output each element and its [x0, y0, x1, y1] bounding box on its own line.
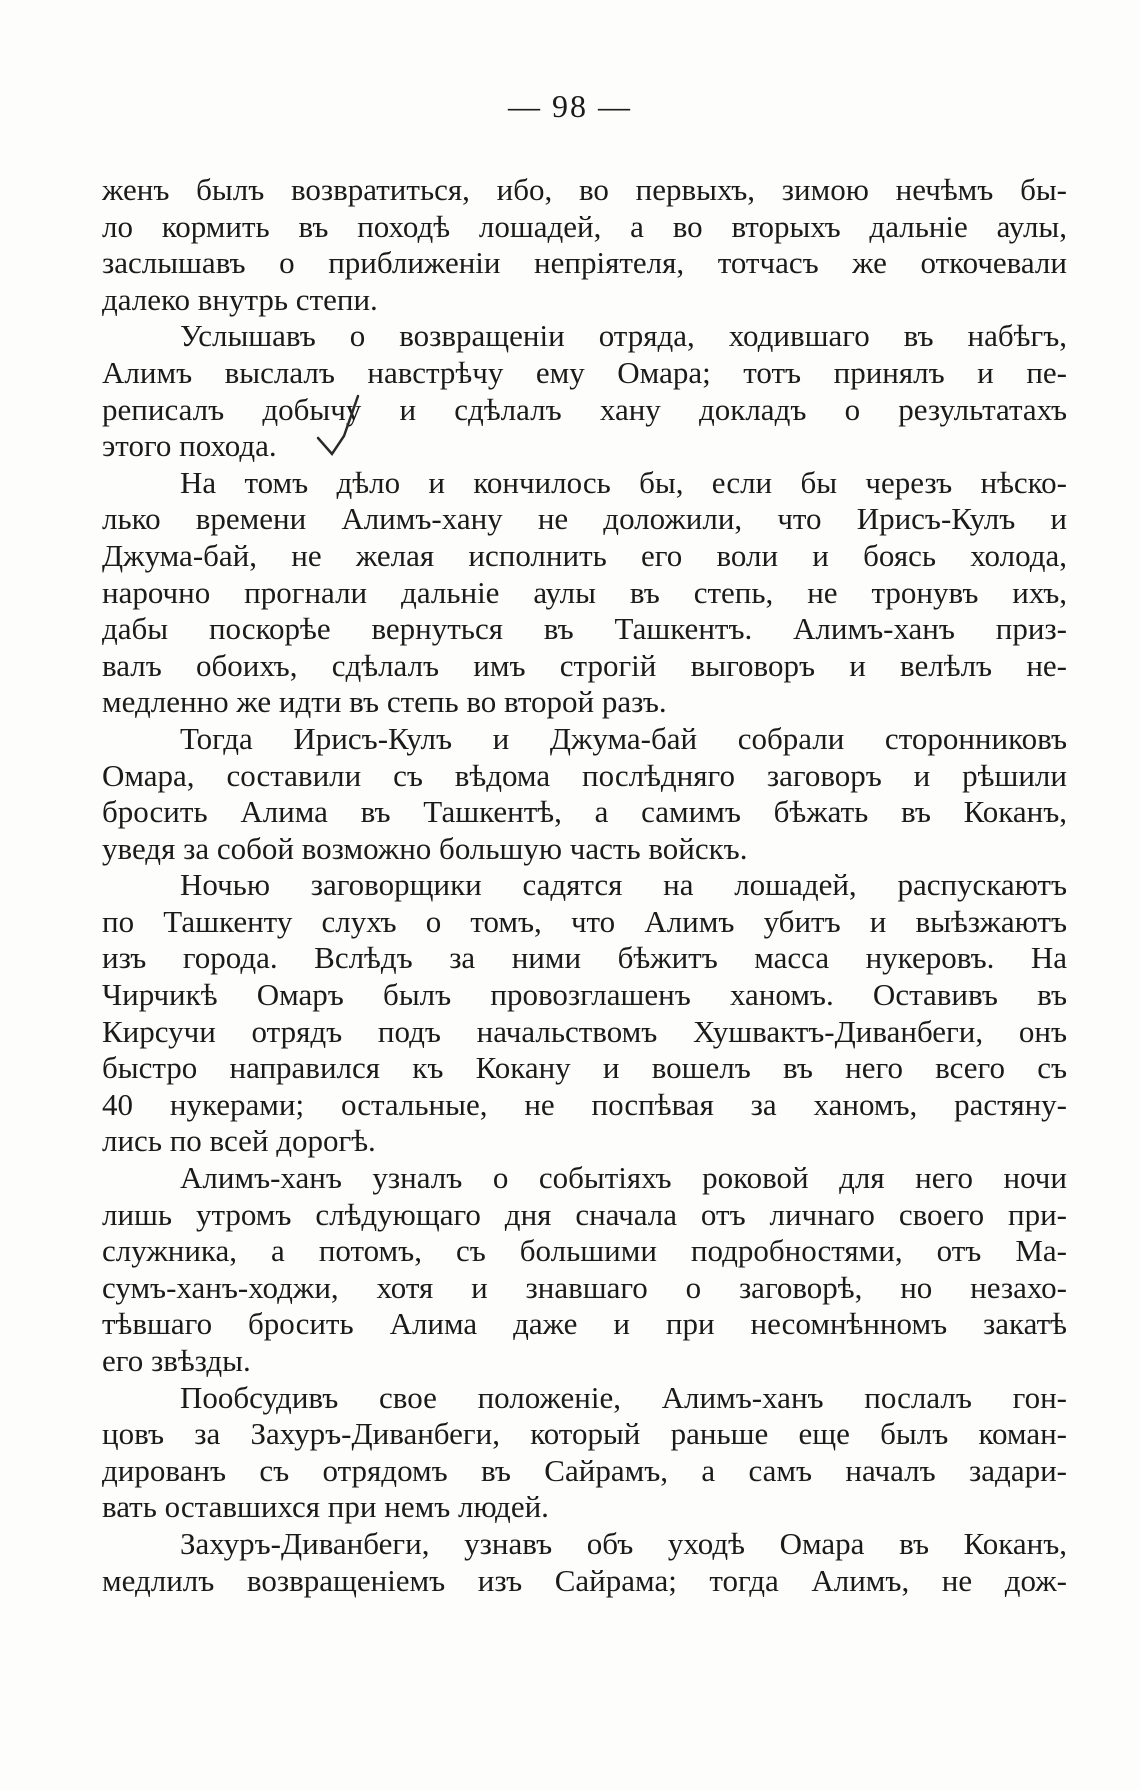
pencil-mark-icon: [310, 392, 370, 462]
text-line: нарочно прогнали дальніе аулы въ степь, не тронувъ ихъ,: [102, 574, 1067, 610]
text-line: по Ташкенту слухъ о томъ, что Алимъ убитъ и выѣзжаютъ: [102, 903, 1067, 939]
text-line: бросить Алима въ Ташкентѣ, а самимъ бѣжать въ Коканъ,: [102, 794, 1067, 830]
text-line: вать оставшихся при немъ людей.: [102, 1489, 549, 1525]
text-line: дированъ съ отрядомъ въ Сайрамъ, а самъ началъ задари-: [102, 1452, 1067, 1488]
text-line: тѣвшаго бросить Алима даже и при несомнѣнномъ закатѣ: [102, 1306, 1067, 1342]
text-line: 40 нукерами; остальные, не поспѣвая за ханомъ, растяну-: [102, 1086, 1067, 1122]
text-line: дабы поскорѣе вернуться въ Ташкентъ. Алимъ-ханъ приз-: [102, 611, 1067, 647]
text-line: уведя за собой возможно большую часть войскъ.: [102, 830, 748, 866]
text-line: сумъ-ханъ-ходжи, хотя и знавшаго о заговорѣ, но незахо-: [102, 1269, 1067, 1305]
text-line: Омара, составили съ вѣдома послѣдняго заговоръ и рѣшили: [102, 757, 1067, 793]
text-line: Услышавъ о возвращеніи отряда, ходившаго въ набѣгъ,: [180, 318, 1067, 354]
text-line: На томъ дѣло и кончилось бы, если бы черезъ нѣско-: [180, 464, 1067, 500]
text-line: его звѣзды.: [102, 1343, 251, 1378]
text-line: Ночью заговорщики садятся на лошадей, распускаютъ: [180, 867, 1067, 903]
text-line: лько времени Алимъ-хану не доложили, что Ирисъ-Кулъ и: [102, 501, 1067, 537]
page-number: — 98 —: [508, 88, 632, 124]
body-text: [102, 172, 1067, 1599]
text-line: заслышавъ о приближеніи непріятеля, тотчасъ же откочевали: [102, 245, 1067, 281]
text-line: женъ былъ возвратиться, ибо, во первыхъ, зимою нечѣмъ бы-: [102, 172, 1067, 207]
text-line: Алимъ выслалъ навстрѣчу ему Омара; тотъ принялъ и пе-: [102, 354, 1067, 390]
text-line: медлилъ возвращеніемъ изъ Сайрама; тогда Алимъ, не дож-: [102, 1562, 1067, 1598]
text-line: этого похода.: [102, 428, 277, 464]
text-line: Пообсудивъ свое положеніе, Алимъ-ханъ послалъ гон-: [180, 1379, 1067, 1415]
text-line: Захуръ-Диванбеги, узнавъ объ уходѣ Омара въ Коканъ,: [180, 1525, 1067, 1561]
text-line: ло кормить въ походѣ лошадей, а во вторыхъ дальніе аулы,: [102, 208, 1067, 244]
text-line: Кирсучи отрядъ подъ начальствомъ Хушвактъ-Диванбеги, онъ: [102, 1013, 1067, 1049]
text-line: Тогда Ирисъ-Кулъ и Джума-бай собрали сторонниковъ: [180, 720, 1067, 756]
text-line: далеко внутрь степи.: [102, 281, 378, 317]
text-line: лишь утромъ слѣдующаго дня сначала отъ личнаго своего при-: [102, 1196, 1067, 1232]
text-line: Чирчикѣ Омаръ былъ провозглашенъ ханомъ. Оставивъ въ: [102, 977, 1067, 1013]
text-line: Джума-бай, не желая исполнить его воли и боясь холода,: [102, 537, 1067, 573]
text-line: цовъ за Захуръ-Диванбеги, который раньше еще былъ коман-: [102, 1416, 1067, 1452]
text-line: изъ города. Вслѣдъ за ними бѣжитъ масса нукеровъ. На: [102, 940, 1067, 976]
text-line: реписалъ добычу и сдѣлалъ хану докладъ о результатахъ: [102, 391, 1067, 427]
text-line: Алимъ-ханъ узналъ о событіяхъ роковой для него ночи: [180, 1160, 1067, 1196]
text-line: быстро направился къ Кокану и вошелъ въ него всего съ: [102, 1050, 1067, 1086]
text-line: валъ обоихъ, сдѣлалъ имъ строгій выговоръ и велѣлъ не-: [102, 647, 1067, 683]
text-line: служника, а потомъ, съ большими подробностями, отъ Ма-: [102, 1233, 1067, 1269]
text-line: медленно же идти въ степь во второй разъ.: [102, 684, 667, 720]
text-line: лись по всей дорогѣ.: [102, 1123, 376, 1159]
